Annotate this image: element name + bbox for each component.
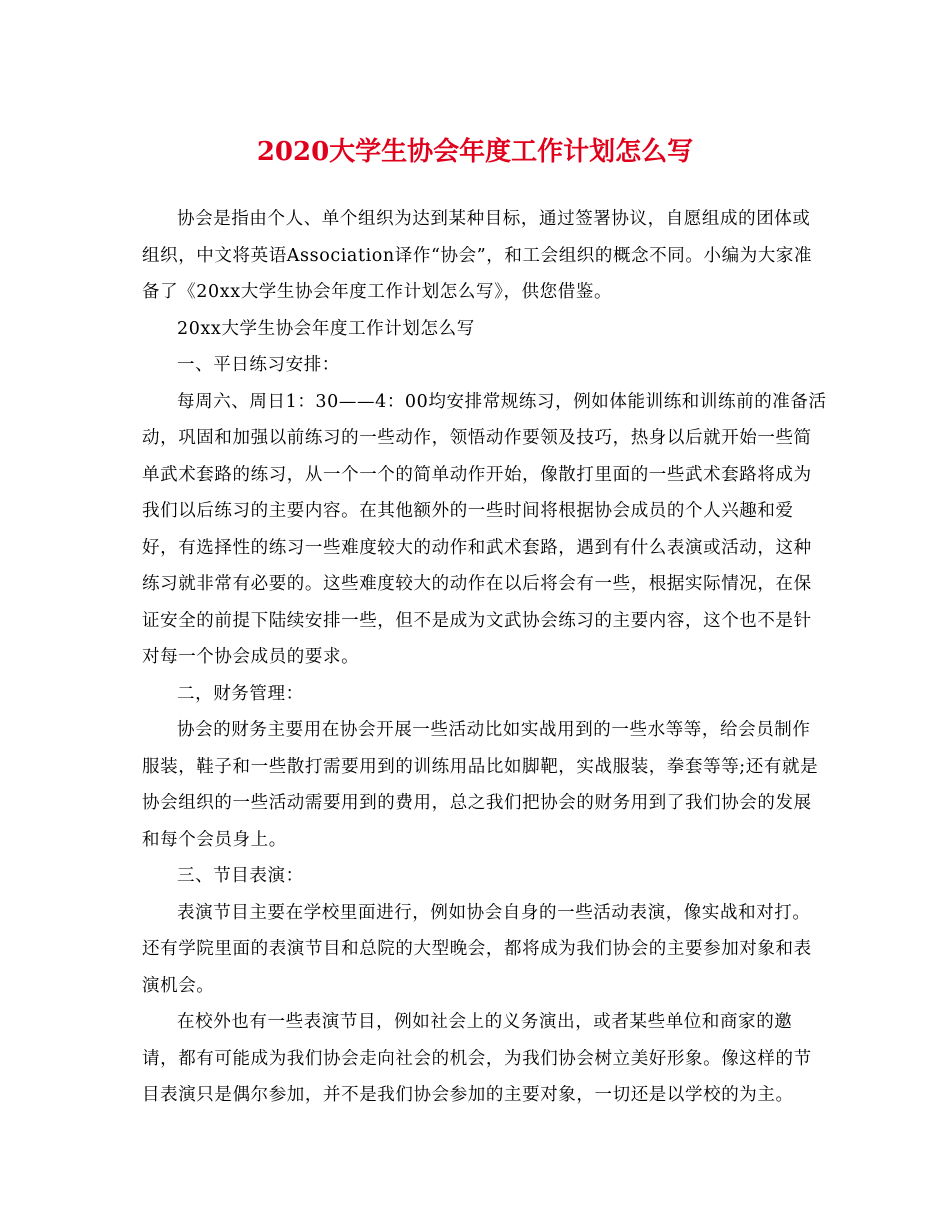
section-heading-finance: 二，财务管理： [177,683,304,704]
paragraph-intro: 协会是指由个人、单个组织为达到某种目标，通过签署协议，自愿组成的团体或组织，中文将英语Association译作“协会”，和工会组织的概念不同。小编为大家准备了《20xx大学生协会年度工作计划怎么写》，供您借鉴。 [142,209,813,302]
section-heading-performance: 三、节目表演： [177,866,304,886]
paragraph-performance-campus: 表演节目主要在学校里面进行，例如协会自身的一些活动表演，像实战和对打。还有学院里面的表演节目和总院的大型晚会，都将成为我们协会的主要参加对象和表演机会。 [142,902,812,996]
paragraph-performance-offcampus: 在校外也有一些表演节目，例如社会上的义务演出，或者某些单位和商家的邀请，都有可能成为我们协会走向社会的机会，为我们协会树立美好形象。像这样的节目表演只是偶尔参加，并不是我们协会参加的主要对象，一切还是以学校的为主。 [142,1012,812,1105]
paragraph-finance: 协会的财务主要用在协会开展一些活动比如实战用到的一些水等等，给会员制作服装，鞋子和一些散打需要用到的训练用品比如脚靶，实战服装，拳套等等;还有就是协会组织的一些活动需要用到的费用，总之我们把协会的财务用到了我们协会的发展和每个会员身上。 [142,720,819,850]
paragraph-practice: 每周六、周日1：30——4：00均安排常规练习，例如体能训练和训练前的准备活动，巩固和加强以前练习的一些动作，领悟动作要领及技巧，热身以后就开始一些简单武术套路的练习，从一个一个的简单动作开始，像散打里面的一些武术套路将成为我们以后练习的主要内容。在其他额外的一些时间将根据协会成员的个人兴趣和爱好，有选择性的练习一些难度较大的动作和武术套路，遇到有什么表演或活动，这种练习就非常有必要的。这些难度较大的动作在以后将会有一些，根据实际情况，在保证安全的前提下陆续安排一些，但不是成为文武协会练习的主要内容，这个也不是针对每一个协会成员的要求。 [142,391,827,667]
document-body [142,201,827,1114]
section-heading-practice: 一、平日练习安排： [177,355,340,375]
document-title: 2020大学生协会年度工作计划怎么写 [256,137,694,167]
paragraph-subtitle: 20xx大学生协会年度工作计划怎么写 [177,318,475,339]
